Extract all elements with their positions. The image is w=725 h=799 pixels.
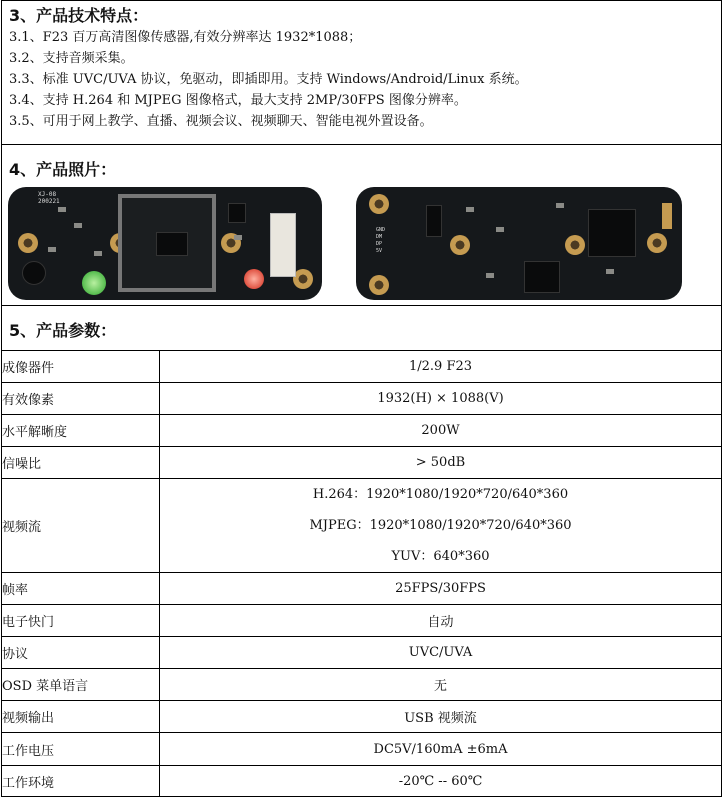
smd-component (234, 235, 242, 240)
param-key: 视频流 (2, 479, 160, 573)
param-key: 水平解晰度 (2, 415, 160, 447)
microphone (22, 261, 46, 285)
smd-component (556, 203, 564, 208)
board-back-photo (356, 187, 682, 300)
connector-pins (662, 203, 672, 229)
table-row (2, 479, 722, 573)
smd-component (496, 227, 504, 232)
chip (426, 205, 442, 237)
param-value: USB 视频流 (160, 701, 722, 733)
mount-pad (18, 233, 38, 253)
smd-component (48, 247, 56, 252)
pin-label: 5V (376, 248, 383, 254)
param-key: 工作环境 (2, 766, 160, 797)
params-title: 5、产品参数： (9, 321, 117, 340)
red-led (244, 269, 264, 289)
board-label-2: 200221 (38, 198, 60, 205)
param-value: > 50dB (160, 447, 722, 479)
section-divider (1, 305, 722, 306)
table-row (2, 415, 722, 447)
chip (228, 203, 246, 223)
green-led (82, 271, 106, 295)
video-stream-yuv: YUV：640*360 (391, 549, 490, 564)
image-sensor-chip (156, 232, 188, 256)
param-value: UVC/UVA (160, 637, 722, 669)
feature-item-3: 3.3、标准 UVC/UVA 协议，免驱动，即插即用。支持 Windows/Android/Linux 系统。 (9, 72, 528, 87)
mount-pad (565, 235, 585, 255)
lens-holder (118, 194, 216, 292)
param-key: 有效像素 (2, 383, 160, 415)
param-key: 成像器件 (2, 351, 160, 383)
features-title: 3、产品技术特点： (9, 6, 149, 25)
table-row (2, 669, 722, 701)
table-row (2, 605, 722, 637)
param-value: DC5V/160mA ±6mA (160, 733, 722, 766)
mount-pad (450, 235, 470, 255)
table-row (2, 447, 722, 479)
table-row (2, 637, 722, 669)
params-table (1, 350, 722, 797)
table-row (2, 573, 722, 605)
smd-component (606, 269, 614, 274)
feature-item-5: 3.5、可用于网上教学、直播、视频会议、视频聊天、智能电视外置设备。 (9, 114, 433, 129)
board-front-photo (8, 187, 322, 300)
table-row (2, 383, 722, 415)
pin-label: DM (376, 234, 383, 240)
smd-component (466, 207, 474, 212)
smd-component (486, 273, 494, 278)
table-row (2, 733, 722, 766)
memory-chip (524, 261, 560, 293)
pin-label: DP (376, 241, 383, 247)
param-value: 无 (160, 669, 722, 701)
connector (270, 213, 296, 277)
param-value: 200W (160, 415, 722, 447)
feature-item-2: 3.2、支持音频采集。 (9, 51, 134, 66)
param-value: 1932(H) × 1088(V) (160, 383, 722, 415)
param-key: 视频输出 (2, 701, 160, 733)
photos-title: 4、产品照片： (9, 160, 117, 179)
table-row (2, 701, 722, 733)
param-key: 帧率 (2, 573, 160, 605)
param-value: -20℃ -- 60℃ (160, 766, 722, 797)
smd-component (94, 251, 102, 256)
pin-label: GND (376, 227, 386, 233)
param-value: 自动 (160, 605, 722, 637)
param-key: OSD 菜单语言 (2, 669, 160, 701)
param-value (160, 479, 722, 573)
param-key: 协议 (2, 637, 160, 669)
feature-item-4: 3.4、支持 H.264 和 MJPEG 图像格式，最大支持 2MP/30FPS 图像分辨率。 (9, 93, 467, 108)
table-row (2, 766, 722, 797)
video-stream-h264: H.264：1920*1080/1920*720/640*360 (312, 487, 569, 502)
table-row (2, 351, 722, 383)
processor-chip (588, 209, 636, 257)
param-key: 电子快门 (2, 605, 160, 637)
smd-component (74, 223, 82, 228)
pin-labels (376, 227, 385, 255)
param-value: 1/2.9 F23 (160, 351, 722, 383)
mount-pad (293, 269, 313, 289)
param-key: 信噪比 (2, 447, 160, 479)
param-value: 25FPS/30FPS (160, 573, 722, 605)
feature-item-1: 3.1、F23 百万高清图像传感器,有效分辨率达 1932*1088； (9, 30, 362, 45)
smd-component (58, 207, 66, 212)
mount-pad (647, 233, 667, 253)
video-stream-mjpeg: MJPEG：1920*1080/1920*720/640*360 (309, 518, 572, 533)
param-key: 工作电压 (2, 733, 160, 766)
section-divider (1, 144, 722, 145)
mount-pad (369, 275, 389, 295)
board-label-1: XJ-08 (38, 191, 57, 198)
mount-pad (369, 194, 389, 214)
